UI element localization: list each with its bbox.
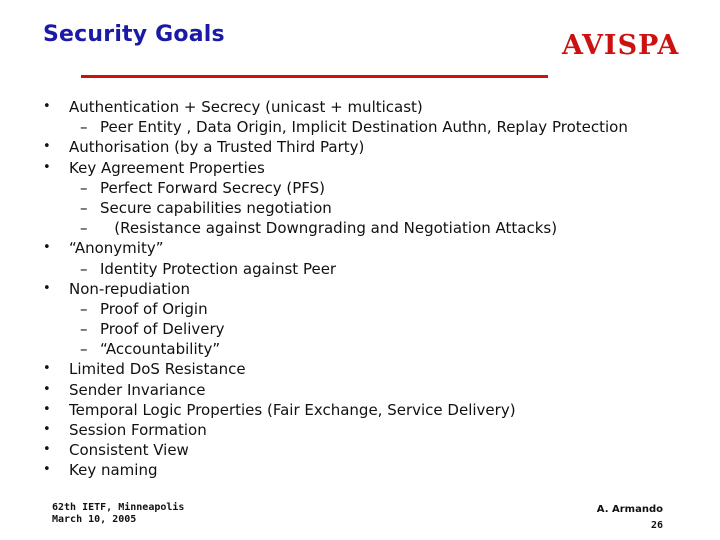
avispa-logo: AVISPA — [562, 30, 680, 61]
bullet-dot-icon: • — [43, 361, 51, 377]
bullet-dot-icon: • — [43, 99, 51, 114]
sub-bullet-item — [0, 339, 720, 359]
bullet-item — [0, 400, 720, 420]
sub-bullet-item — [0, 178, 720, 198]
bullet-item — [0, 359, 720, 379]
dash-icon: – — [80, 118, 88, 137]
bullet-text: Temporal Logic Properties (Fair Exchange, Service Delivery) — [69, 400, 516, 419]
sub-bullet-text: Proof of Origin — [100, 299, 208, 318]
sub-bullet-text: Identity Protection against Peer — [100, 259, 337, 278]
bullet-list — [0, 97, 720, 481]
bullet-dot-icon: • — [43, 462, 51, 478]
bullet-item — [0, 420, 720, 440]
bullet-item — [0, 97, 720, 117]
bullet-dot-icon: • — [43, 381, 51, 397]
bullet-text: Session Formation — [69, 421, 207, 439]
bullet-text: Sender Invariance — [69, 380, 206, 399]
sub-bullet-text: Peer Entity , Data Origin, Implicit Destination Authn, Replay Protection — [100, 118, 628, 137]
dash-icon: – — [80, 198, 88, 217]
dash-icon: – — [80, 320, 88, 339]
dash-icon: – — [80, 219, 88, 238]
bullet-dot-icon: • — [43, 401, 51, 417]
bullet-item — [0, 279, 720, 299]
page-number: 26 — [650, 520, 663, 531]
bullet-text: Consistent View — [69, 441, 189, 460]
bullet-item — [0, 238, 720, 258]
bullet-item — [0, 440, 720, 460]
sub-bullet-text: (Resistance against Downgrading and Negotiation Attacks) — [100, 219, 558, 238]
sub-bullet-item — [0, 319, 720, 339]
footer-event: 62th IETF, Minneapolis — [52, 502, 185, 513]
sub-bullet-text: Proof of Delivery — [100, 320, 225, 339]
bullet-dot-icon: • — [43, 159, 51, 175]
bullet-item — [0, 380, 720, 400]
sub-bullet-item — [0, 259, 720, 279]
bullet-dot-icon: • — [43, 280, 51, 296]
dash-icon: – — [80, 178, 88, 197]
bullet-text: Non-repudiation — [69, 279, 191, 298]
bullet-dot-icon: • — [43, 442, 51, 458]
sub-bullet-item — [0, 117, 720, 137]
footer-event-info — [52, 502, 184, 526]
bullet-text: Authentication + Secrecy (unicast + multicast) — [69, 98, 423, 116]
title-underline-rule — [81, 75, 548, 78]
sub-bullet-item — [0, 198, 720, 218]
bullet-item — [0, 137, 720, 157]
bullet-text: Key naming — [69, 461, 158, 480]
bullet-text: Key Agreement Properties — [69, 158, 265, 177]
bullet-text: “Anonymity” — [69, 239, 164, 258]
sub-bullet-text: “Accountability” — [100, 340, 221, 359]
dash-icon: – — [80, 299, 88, 318]
bullet-text: Authorisation (by a Trusted Third Party) — [69, 138, 365, 157]
bullet-item — [0, 460, 720, 480]
bullet-dot-icon: • — [43, 139, 51, 155]
bullet-item — [0, 158, 720, 178]
sub-bullet-item — [0, 299, 720, 319]
sub-bullet-text: Perfect Forward Secrecy (PFS) — [100, 178, 325, 197]
bullet-dot-icon: • — [43, 240, 51, 256]
dash-icon: – — [80, 340, 88, 359]
bullet-text: Limited DoS Resistance — [69, 360, 246, 379]
sub-bullet-text: Secure capabilities negotiation — [100, 198, 332, 217]
footer-date: March 10, 2005 — [52, 514, 137, 525]
sub-bullet-item — [0, 218, 720, 238]
bullet-dot-icon: • — [43, 422, 51, 437]
footer-author: A. Armando — [596, 504, 663, 515]
slide-title: Security Goals — [43, 22, 225, 47]
dash-icon: – — [80, 259, 88, 278]
